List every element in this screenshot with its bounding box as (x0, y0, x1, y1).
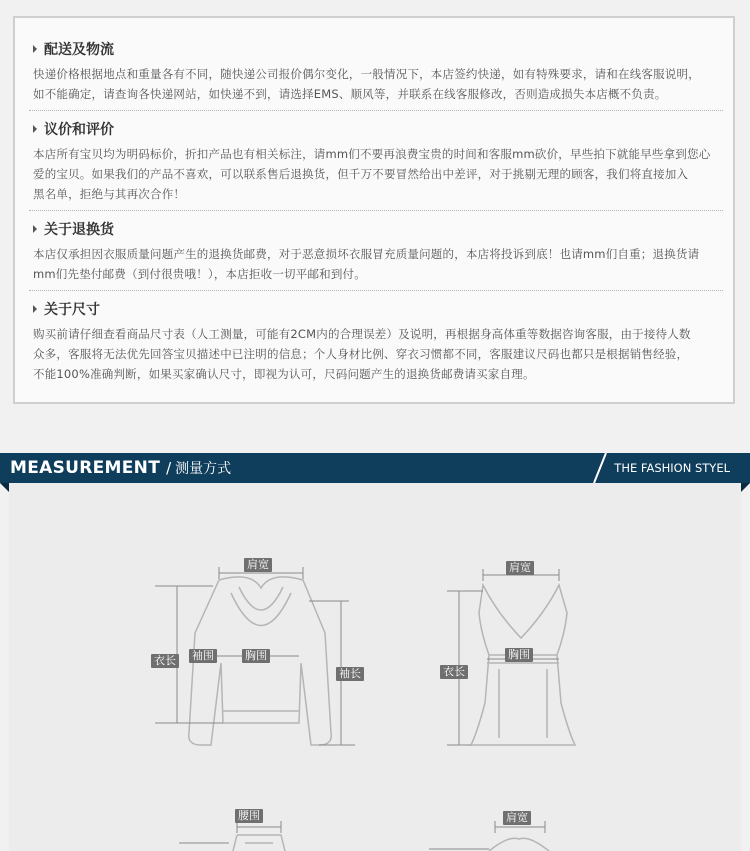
bullet-triangle-icon (33, 125, 37, 133)
label-tank-length: 衣长 (440, 665, 468, 679)
divider (29, 210, 723, 211)
slash-decoration-icon (588, 453, 612, 483)
banner-fold-left (0, 483, 9, 492)
section-sizing (33, 300, 723, 384)
section-title: 配送及物流 (44, 42, 114, 58)
body-line: 购买前请仔细查看商品尺寸表（人工测量，可能有2CM内的合理误差）及说明，再根据身高体重等数据咨询客服，由于接待人数 (33, 327, 691, 341)
label-tank-chest: 胸围 (505, 648, 533, 662)
body-line: 本店所有宝贝均为明码标价，折扣产品也有相关标注，请mm们不要再浪费宝贵的时间和客服mm砍价，早些拍下就能早些拿到您心 (33, 147, 711, 161)
label-tank-shoulder: 肩宽 (506, 561, 534, 575)
label-sweater-chest: 胸围 (242, 649, 270, 663)
jacket-outline-icon (489, 838, 549, 851)
pants-outline-icon (233, 835, 285, 851)
measurement-banner (0, 453, 750, 483)
body-line: 众多，客服将无法优先回答宝贝描述中已注明的信息；个人身材比例、穿衣习惯都不同，客服建议尺码也都只是根据销售经验， (33, 347, 689, 361)
label-pants-waist: 腰围 (235, 809, 263, 823)
body-line: 黑名单，拒绝与其再次合作！ (33, 187, 186, 201)
tank-measure-lines (447, 569, 559, 745)
body-line: 本店仅承担因衣服质量问题产生的退换货邮费，对于恶意损坏衣服冒充质量问题的，本店将投诉到底！也请mm们自重；退换货请 (33, 247, 700, 261)
section-title: 议价和评价 (44, 122, 114, 138)
banner-title-en: MEASUREMENT (10, 458, 161, 478)
body-line: mm们先垫付邮费（到付很贵哦！），本店拒收一切平邮和到付。 (33, 267, 366, 281)
section-pricing (33, 120, 723, 204)
banner-separator: / (166, 459, 172, 477)
section-title: 关于尺寸 (44, 302, 100, 318)
body-line: 爱的宝贝。如果我们的产品不喜欢，可以联系售后退换货，但千万不要冒然给出中差评，对于挑剔无理的顾客，我们将直接加入 (33, 167, 689, 181)
banner-title-cn: 测量方式 (175, 461, 232, 477)
tank-top-outline-icon (471, 585, 575, 745)
section-body (33, 144, 723, 204)
bullet-triangle-icon (33, 305, 37, 313)
label-sweater-sleeve-width: 袖围 (189, 649, 217, 663)
measurement-area (9, 483, 741, 851)
jacket-measure-lines (429, 821, 545, 849)
section-shipping (33, 40, 723, 104)
divider (29, 290, 723, 291)
body-line: 快递价格根据地点和重量各有不同，随快递公司报价偶尔变化，一般情况下，本店签约快递，如有特殊要求，请和在线客服说明， (33, 67, 700, 81)
section-body (33, 324, 723, 384)
banner-tagline: THE FASHION STYEL (614, 461, 730, 475)
policy-box (13, 16, 735, 404)
label-jacket-shoulder: 肩宽 (503, 811, 531, 825)
garment-diagrams (9, 483, 741, 851)
section-returns (33, 220, 723, 284)
body-line: 不能100%准确判断，如果买家确认尺寸，即视为认可，尺码问题产生的退换货邮费请买家自理。 (33, 367, 535, 381)
divider (29, 110, 723, 111)
banner-fold-right (741, 483, 750, 492)
label-sweater-length: 衣长 (151, 654, 179, 668)
bullet-triangle-icon (33, 45, 37, 53)
label-sweater-shoulder: 肩宽 (244, 558, 272, 572)
section-body (33, 244, 723, 284)
bullet-triangle-icon (33, 225, 37, 233)
body-line: 如不能确定，请查询各快递网站，如快递不到，请选择EMS、顺风等，并联系在线客服修改，否则造成损失本店概不负责。 (33, 87, 667, 101)
section-body (33, 64, 723, 104)
label-sweater-sleeve-length: 袖长 (336, 667, 364, 681)
section-title: 关于退换货 (44, 222, 114, 238)
pants-measure-lines (179, 821, 281, 843)
